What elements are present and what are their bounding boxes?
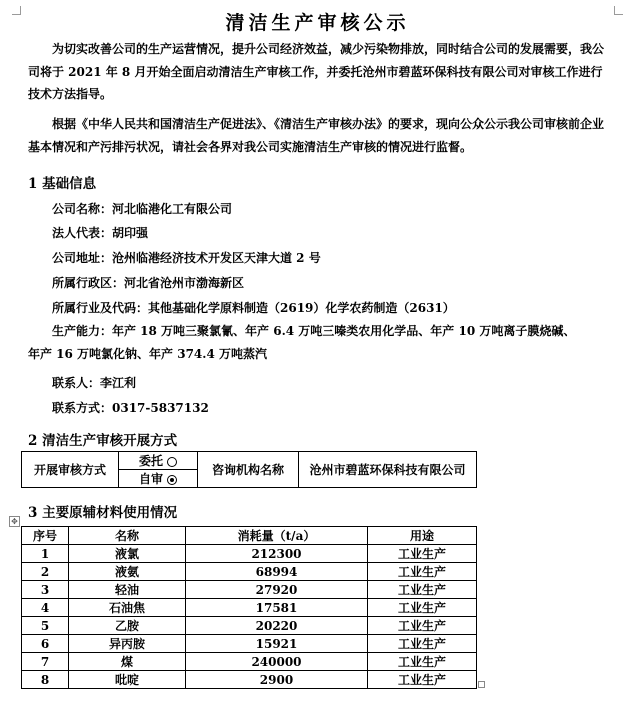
table-row [22, 653, 477, 671]
contact-person: 联系人：李江利 [52, 376, 137, 390]
cell-usage: 工业生产 [368, 635, 477, 653]
cell-index: 1 [22, 545, 69, 563]
cell-consumption: 20220 [186, 617, 368, 635]
cell-index: 3 [22, 581, 69, 599]
cell-material: 煤 [69, 653, 186, 671]
cell-usage: 工业生产 [368, 671, 477, 689]
cell-material: 乙胺 [69, 617, 186, 635]
cell-material: 吡啶 [69, 671, 186, 689]
cell-usage: 工业生产 [368, 599, 477, 617]
table-header-row [22, 527, 477, 545]
production-capacity: 生产能力：年产 18 万吨三聚氯氰、年产 6.4 万吨三嗪类农用化学品、年产 10 万吨离子膜烧碱、年产 16 万吨氯化钠、年产 374.4 万吨蒸汽 [28, 324, 576, 361]
cell-index: 7 [22, 653, 69, 671]
cell-index: 4 [22, 599, 69, 617]
contact-phone: 联系方式：0317-5837132 [52, 401, 209, 415]
cell-usage: 工业生产 [368, 563, 477, 581]
intro-paragraph-2: 根据《中华人民共和国清洁生产促进法》、《清洁生产审核办法》的要求，现向公众公示我公司审核前企业基本情况和产污排污状况，请社会各界对我公司实施清洁生产审核的情况进行监督。 [28, 117, 605, 154]
cell-consumption: 240000 [186, 653, 368, 671]
cell-consumption: 15921 [186, 635, 368, 653]
section-heading-materials: 3 主要原辅材料使用情况 [28, 505, 178, 521]
table-row [22, 581, 477, 599]
materials-table [21, 526, 477, 689]
administrative-region: 所属行政区：河北省沧州市渤海新区 [52, 276, 245, 290]
option-self-audit[interactable] [119, 470, 198, 488]
cell-consumption: 68994 [186, 563, 368, 581]
intro-paragraph-1: 为切实改善公司的生产运营情况，提升公司经济效益，减少污染物排放，同时结合公司的发展需要，我公司将于 2021 年 8 月开始全面启动清洁生产审核工作，并委托沧州市碧蓝环保科技有限公司对审核工作进行技术方法指导。 [28, 42, 605, 101]
page-title: 清洁生产审核公示 [225, 12, 410, 34]
cell-material: 异丙胺 [69, 635, 186, 653]
cell-index: 2 [22, 563, 69, 581]
cell-consumption: 2900 [186, 671, 368, 689]
option-self-audit-label: 自审 [138, 472, 163, 486]
column-header: 用途 [368, 527, 477, 545]
radio-unselected-icon[interactable] [167, 457, 177, 467]
cell-usage: 工业生产 [368, 545, 477, 563]
company-address: 公司地址：沧州临港经济技术开发区天津大道 2 号 [52, 251, 321, 265]
radio-selected-icon[interactable] [167, 475, 177, 485]
table-move-handle-icon[interactable]: ✥ [9, 516, 20, 527]
table-row [22, 599, 477, 617]
cell-index: 8 [22, 671, 69, 689]
cell-consumption: 212300 [186, 545, 368, 563]
column-header: 消耗量（t/a） [186, 527, 368, 545]
table-row [22, 617, 477, 635]
option-commission[interactable] [119, 452, 198, 470]
company-name: 公司名称：河北临港化工有限公司 [52, 202, 233, 216]
cell-material: 石油焦 [69, 599, 186, 617]
section-heading-basic-info: 1 基础信息 [28, 176, 97, 192]
column-header: 名称 [69, 527, 186, 545]
cell-usage: 工业生产 [368, 617, 477, 635]
table-row [22, 635, 477, 653]
cell-consumption: 17581 [186, 599, 368, 617]
cell-usage: 工业生产 [368, 581, 477, 599]
consult-org-label: 咨询机构名称 [198, 452, 299, 488]
table-resize-handle[interactable] [478, 681, 485, 688]
cell-usage: 工业生产 [368, 653, 477, 671]
cell-consumption: 27920 [186, 581, 368, 599]
cell-index: 6 [22, 635, 69, 653]
legal-representative: 法人代表：胡印强 [52, 226, 149, 240]
cell-material: 液氨 [69, 563, 186, 581]
audit-mode-table [21, 451, 477, 488]
audit-mode-label: 开展审核方式 [22, 452, 119, 488]
consult-org-value: 沧州市碧蓝环保科技有限公司 [299, 452, 477, 488]
section-heading-audit-mode: 2 清洁生产审核开展方式 [28, 433, 178, 449]
column-header: 序号 [22, 527, 69, 545]
table-row [22, 563, 477, 581]
cell-material: 轻油 [69, 581, 186, 599]
industry-code: 所属行业及代码：其他基础化学原料制造（2619）化学农药制造（2631） [52, 301, 455, 315]
table-row [22, 671, 477, 689]
cell-material: 液氯 [69, 545, 186, 563]
option-commission-label: 委托 [138, 454, 163, 468]
table-row [22, 545, 477, 563]
cell-index: 5 [22, 617, 69, 635]
